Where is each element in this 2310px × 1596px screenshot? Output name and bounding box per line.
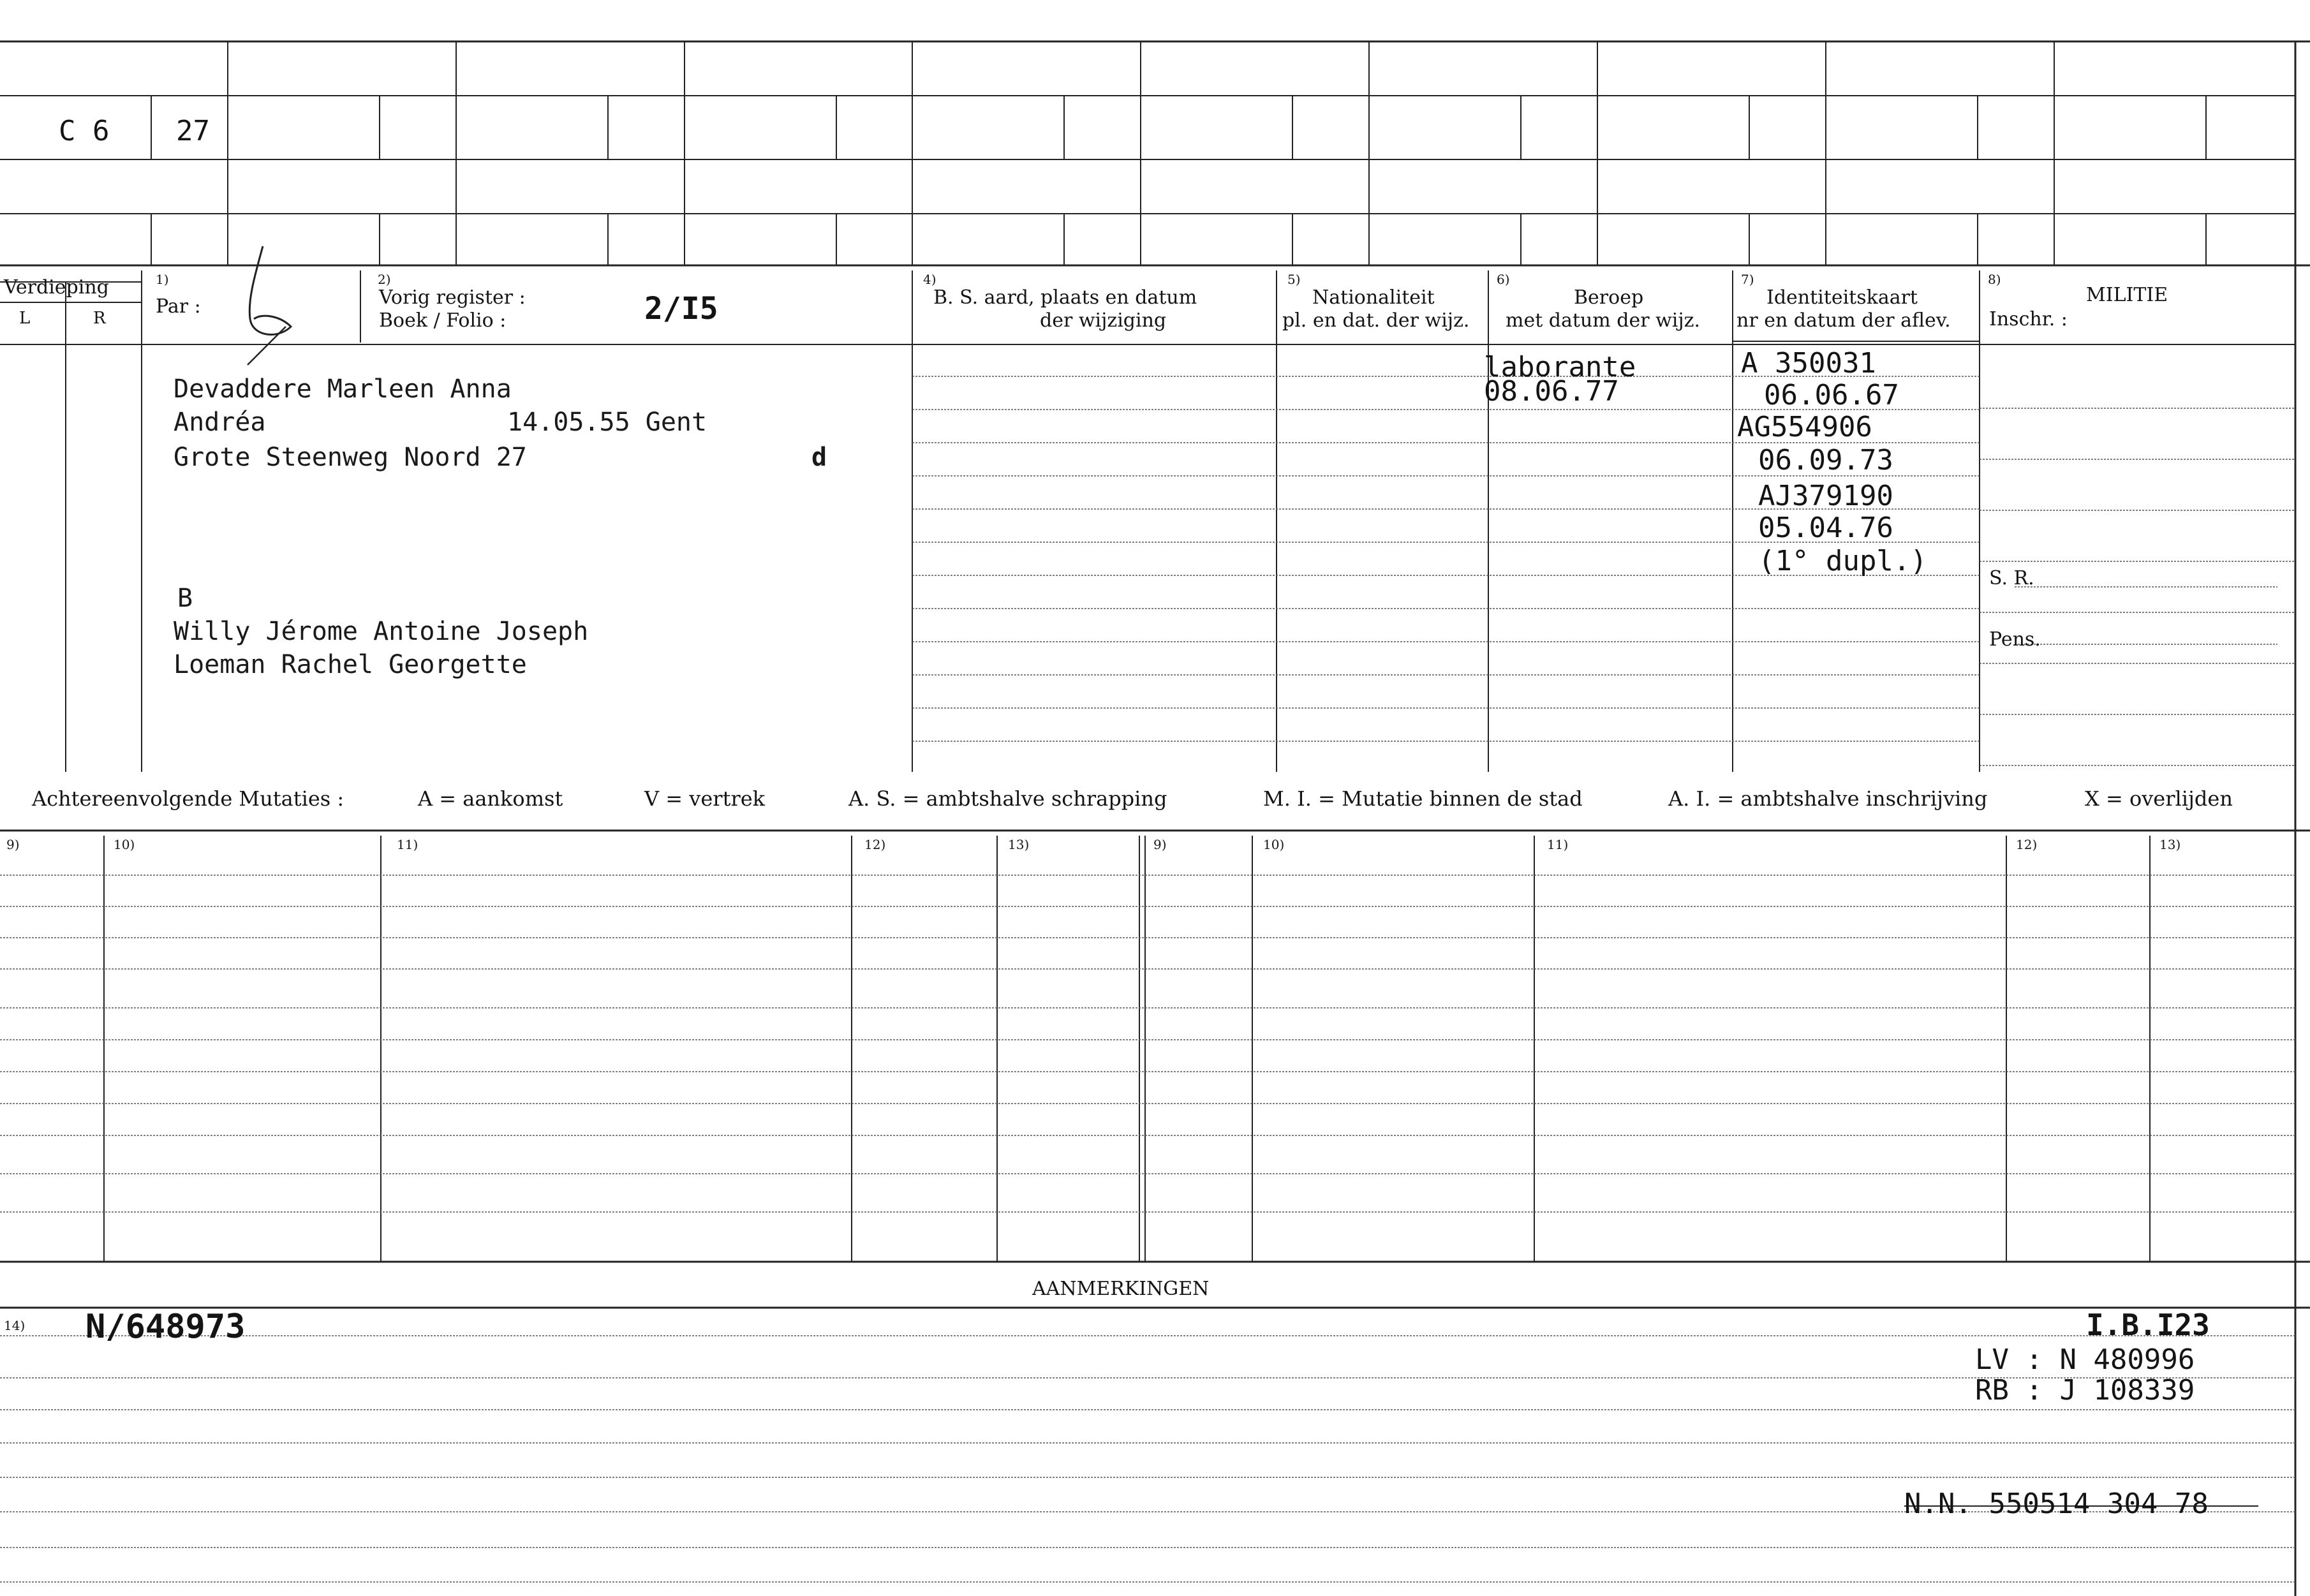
person-name-continued: Andréa <box>174 408 266 437</box>
boek-folio-label: Boek / Folio : <box>379 309 507 332</box>
id-card-1-date: 06.06.67 <box>1764 379 1899 411</box>
legend-vertrek: V = vertrek <box>644 787 766 811</box>
field-number-8: 8) <box>1988 272 2001 287</box>
national-reference: N/648973 <box>85 1308 246 1346</box>
beroep-heading: Beroep <box>1574 286 1644 309</box>
mutation-col-11: 11) <box>397 837 418 852</box>
mutation-col-11b: 11) <box>1547 837 1569 852</box>
boek-folio-value: 2/I5 <box>644 291 718 327</box>
register-number: 27 <box>176 115 210 147</box>
register-code: C 6 <box>59 115 110 147</box>
field-number-7: 7) <box>1741 272 1754 287</box>
mutations-legend-title: Achtereenvolgende Mutaties : <box>32 787 344 811</box>
legend-mutatie: M. I. = Mutatie binnen de stad <box>1263 787 1583 811</box>
beroep-heading-2: met datum der wijz. <box>1506 309 1700 332</box>
legend-inschrijving: A. I. = ambtshalve inschrijving <box>1668 787 1988 811</box>
remarks-heading: AANMERKINGEN <box>1032 1278 1210 1300</box>
national-number: N.N. 550514 304 78 <box>1904 1488 2209 1520</box>
legend-aankomst: A = aankomst <box>418 787 563 811</box>
parents-label: B <box>177 584 193 613</box>
ib-reference: I.B.I23 <box>2086 1308 2210 1342</box>
mutation-col-12b: 12) <box>2016 837 2038 852</box>
field-number-6: 6) <box>1497 272 1510 287</box>
field-number-4: 4) <box>923 272 937 287</box>
field-number-14: 14) <box>4 1318 26 1333</box>
sr-label: S. R. <box>1989 567 2034 589</box>
bs-heading: B. S. aard, plaats en datum <box>933 286 1197 309</box>
mutation-col-10b: 10) <box>1263 837 1285 852</box>
mother-name: Loeman Rachel Georgette <box>174 650 527 679</box>
address: Grote Steenweg Noord 27 <box>174 443 527 472</box>
rb-reference: RB : J 108339 <box>1975 1374 2195 1407</box>
lv-reference: LV : N 480996 <box>1975 1343 2195 1376</box>
par-label: Par : <box>156 295 201 318</box>
id-card-duplicate-note: (1° dupl.) <box>1758 545 1927 577</box>
handwritten-mark <box>249 246 291 335</box>
id-card-3-date: 05.04.76 <box>1758 512 1893 544</box>
field-number-2: 2) <box>378 272 391 287</box>
beroep-value: laborante <box>1484 351 1636 383</box>
inschr-label: Inschr. : <box>1989 308 2068 330</box>
id-card-1: A 350031 <box>1741 347 1876 380</box>
birth-date-place: 14.05.55 Gent <box>507 408 707 437</box>
legend-schrapping: A. S. = ambtshalve schrapping <box>848 787 1167 811</box>
verdieping-label: Verdieping <box>4 276 109 299</box>
legend-overlijden: X = overlijden <box>2085 787 2233 811</box>
militie-heading: MILITIE <box>2086 284 2168 306</box>
r-label: R <box>93 309 106 328</box>
nationaliteit-heading: Nationaliteit <box>1312 286 1435 309</box>
mutation-col-12: 12) <box>864 837 886 852</box>
field-number-1: 1) <box>156 272 169 287</box>
pens-label: Pens. <box>1989 628 2041 651</box>
field-number-5: 5) <box>1287 272 1301 287</box>
father-name: Willy Jérome Antoine Joseph <box>174 617 589 646</box>
id-card-3: AJ379190 <box>1758 480 1893 512</box>
mutation-col-10: 10) <box>114 837 135 852</box>
person-name: Devaddere Marleen Anna <box>174 374 512 404</box>
identiteitskaart-heading: Identiteitskaart <box>1766 286 1918 309</box>
mutation-col-9b: 9) <box>1153 837 1167 852</box>
nationaliteit-heading-2: pl. en dat. der wijz. <box>1282 309 1470 332</box>
id-card-2-date: 06.09.73 <box>1758 444 1893 477</box>
l-label: L <box>19 309 31 328</box>
mutation-col-13: 13) <box>1008 837 1030 852</box>
identiteitskaart-heading-2: nr en datum der aflev. <box>1736 309 1951 332</box>
id-card-2: AG554906 <box>1737 411 1872 443</box>
beroep-date: 08.06.77 <box>1484 375 1619 408</box>
bs-heading-2: der wijziging <box>1040 309 1167 332</box>
vorig-register-label: Vorig register : <box>379 286 526 309</box>
mutation-col-13b: 13) <box>2159 837 2181 852</box>
mutation-col-9: 9) <box>6 837 20 852</box>
record-marker: d <box>811 443 827 472</box>
